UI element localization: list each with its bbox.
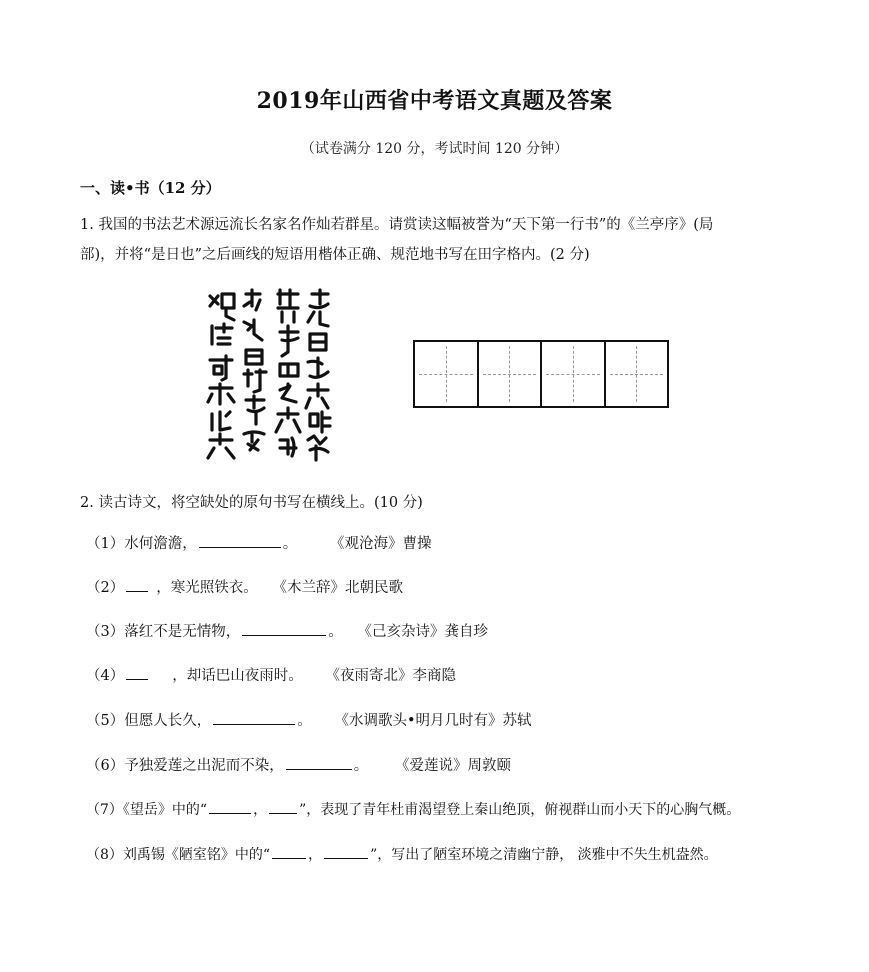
fill-item-8: （8）刘禹锡《陋室铭》中的“ ， ”，写出了陋室环境之清幽宁静， 淡雅中不失生机盎然。 — [86, 844, 718, 866]
poem-source: 《爱莲说》周敦颐 — [402, 758, 511, 774]
poem-source: 《己亥杂诗》龚自珍 — [364, 624, 488, 640]
fill-item-3: （3）落红不是无情物， 。 《己亥杂诗》龚自珍 — [86, 621, 488, 643]
section-heading: 一、读•书（12 分） — [80, 179, 221, 197]
answer-blank[interactable] — [286, 755, 352, 770]
fill-item-5: （5）但愿人长久， 。 《水调歌头•明月几时有》苏轼 — [86, 710, 532, 732]
fill-item-6: （6）予独爱莲之出泥而不染， 。 《爱莲说》周敦颐 — [86, 755, 511, 777]
tianzige-grid — [413, 340, 667, 408]
answer-blank[interactable] — [213, 710, 295, 725]
fill-item-7: （7）《望岳》中的“ ， ”，表现了青年杜甫渴望登上秦山绝顶，俯视群山而小天下的心胸气概。 — [86, 799, 740, 821]
answer-blank[interactable] — [199, 533, 281, 548]
answer-blank[interactable] — [209, 799, 251, 814]
fill-item-4: （4） ，却话巴山夜雨时。 《夜雨寄北》李商隐 — [86, 665, 456, 687]
poem-source: 《水调歌头•明月几时有》苏轼 — [341, 713, 532, 729]
question-1-line-1: 1. 我国的书法艺术源远流长名家名作灿若群星。请赏读这幅被誉为“天下第一行书”的《兰亭序》(局 — [80, 217, 714, 233]
answer-blank[interactable] — [269, 799, 297, 814]
answer-blank[interactable] — [126, 577, 148, 592]
answer-blank[interactable] — [126, 665, 148, 680]
tianzige-cell[interactable] — [604, 340, 670, 408]
page-title: 2019年山西省中考语文真题及答案 — [256, 88, 613, 114]
answer-blank[interactable] — [272, 844, 306, 859]
exam-info: （试卷满分 120 分，考试时间 120 分钟） — [300, 141, 569, 157]
question-1-line-2: 部)，并将“是日也”之后画线的短语用楷体正确、规范地书写在田字格内。(2 分) — [80, 247, 590, 263]
answer-blank[interactable] — [242, 621, 326, 636]
question-2-prompt: 2. 读古诗文，将空缺处的原句书写在横线上。(10 分) — [80, 495, 423, 511]
poem-source: 《夜雨寄北》李商隐 — [332, 668, 456, 684]
calligraphy-image — [200, 286, 334, 466]
fill-item-1: （1）水何澹澹， 。 《观沧海》曹操 — [86, 533, 431, 555]
poem-source: 《木兰辞》北朝民歌 — [279, 580, 403, 596]
tianzige-cell[interactable] — [477, 340, 543, 408]
fill-item-2: （2） ，寒光照铁衣。 《木兰辞》北朝民歌 — [86, 577, 403, 599]
tianzige-cell[interactable] — [540, 340, 606, 408]
poem-source: 《观沧海》曹操 — [337, 536, 432, 552]
tianzige-cell[interactable] — [413, 340, 479, 408]
answer-blank[interactable] — [324, 844, 368, 859]
